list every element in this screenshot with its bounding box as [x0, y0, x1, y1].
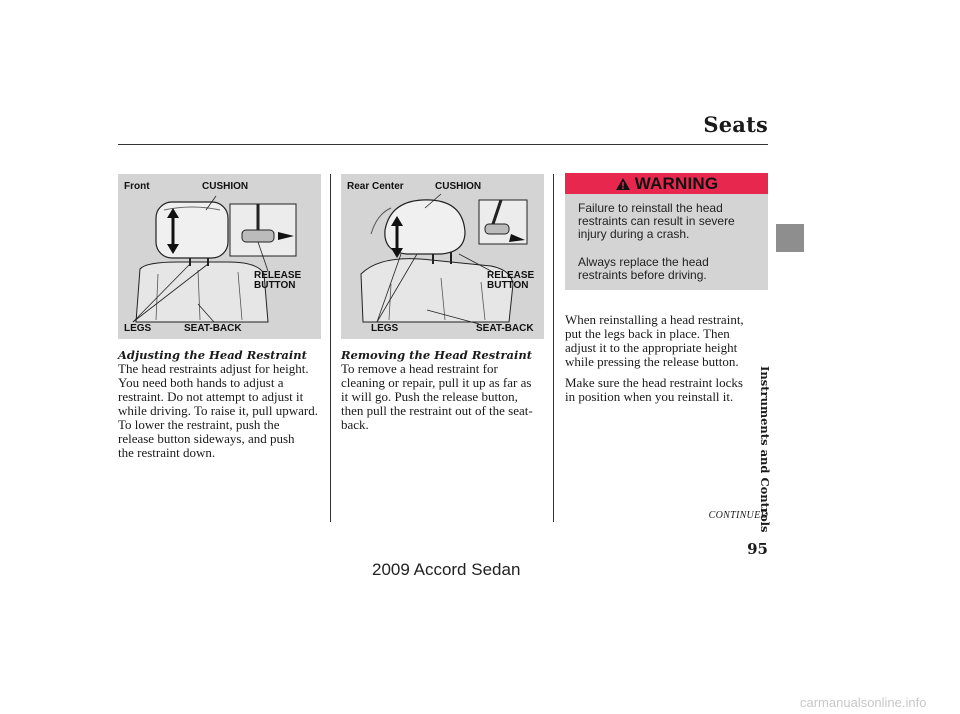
section-title-adjusting: Adjusting the Head Restraint — [118, 348, 307, 362]
text-line: then pull the restraint out of the seat- — [341, 403, 533, 418]
figure-rear-center — [341, 174, 544, 339]
text-line: while driving. To raise it, pull upward. — [118, 403, 318, 418]
warning-heading: WARNING — [634, 173, 719, 193]
warning-triangle-icon — [615, 177, 631, 191]
text-line: The head restraints adjust for height. — [118, 361, 309, 376]
text-line: To remove a head restraint for — [341, 361, 498, 376]
front-head-restraint-illustration — [118, 174, 321, 339]
page-title: Seats — [703, 112, 768, 137]
text-line: adjust it to the appropriate height — [565, 340, 738, 355]
text-line: You need both hands to adjust a — [118, 375, 284, 390]
text-line: cleaning or repair, pull it up as far as — [341, 375, 532, 390]
rear-head-restraint-illustration — [341, 174, 544, 339]
section-title-removing: Removing the Head Restraint — [341, 348, 533, 362]
text-line: Always replace the head — [578, 255, 709, 269]
text-line: release button sideways, and push — [118, 431, 295, 446]
seat-back-label: SEAT-BACK — [476, 323, 534, 334]
text-line: Failure to reinstall the head — [578, 201, 723, 215]
page-number: 95 — [747, 540, 768, 558]
warning-paragraph-1 — [578, 202, 764, 241]
section-tab-label: Instruments and Controls — [758, 366, 772, 533]
text-line: put the legs back in place. Then — [565, 326, 730, 341]
seat-back-label: SEAT-BACK — [184, 323, 242, 334]
text-line: To lower the restraint, push the — [118, 417, 280, 432]
figure-front-label: Front — [124, 181, 150, 192]
section-tab-marker — [776, 224, 804, 252]
text-line: When reinstalling a head restraint, — [565, 312, 744, 327]
cushion-label: CUSHION — [202, 181, 249, 192]
text-line: restraint. Do not attempt to adjust it — [118, 389, 304, 404]
release-button-label-line2: BUTTON — [487, 280, 529, 291]
continued-label: CONTINUED — [708, 510, 768, 521]
text-line: back. — [341, 417, 369, 432]
release-button-label-line2: BUTTON — [254, 280, 296, 291]
text-line: restraints before driving. — [578, 268, 707, 282]
column-divider-right — [553, 174, 554, 522]
text-line: Make sure the head restraint locks — [565, 375, 743, 390]
release-button-label-line1: RELEASE — [487, 270, 535, 281]
warning-header — [565, 173, 768, 194]
reinstall-paragraph-1 — [565, 313, 770, 369]
legs-label: LEGS — [371, 323, 399, 334]
adjusting-paragraph — [118, 362, 328, 460]
header-rule — [118, 144, 768, 145]
release-button-label-line1: RELEASE — [254, 270, 302, 281]
figure-rear-label: Rear Center — [347, 181, 404, 192]
column-divider-left — [330, 174, 331, 522]
watermark-text: carmanualsonline.info — [800, 695, 927, 710]
text-line: restraints can result in severe — [578, 214, 735, 228]
removing-paragraph — [341, 362, 551, 432]
text-line: injury during a crash. — [578, 227, 690, 241]
legs-label: LEGS — [124, 323, 152, 334]
text-line: the restraint down. — [118, 445, 216, 460]
reinstall-paragraph-2 — [565, 376, 770, 404]
text-line: while pressing the release button. — [565, 354, 739, 369]
warning-paragraph-2 — [578, 256, 764, 282]
footer-document-title: 2009 Accord Sedan — [372, 560, 521, 579]
cushion-label: CUSHION — [435, 181, 482, 192]
text-line: it will go. Push the release button, — [341, 389, 518, 404]
figure-front — [118, 174, 321, 339]
text-line: in position when you reinstall it. — [565, 389, 734, 404]
